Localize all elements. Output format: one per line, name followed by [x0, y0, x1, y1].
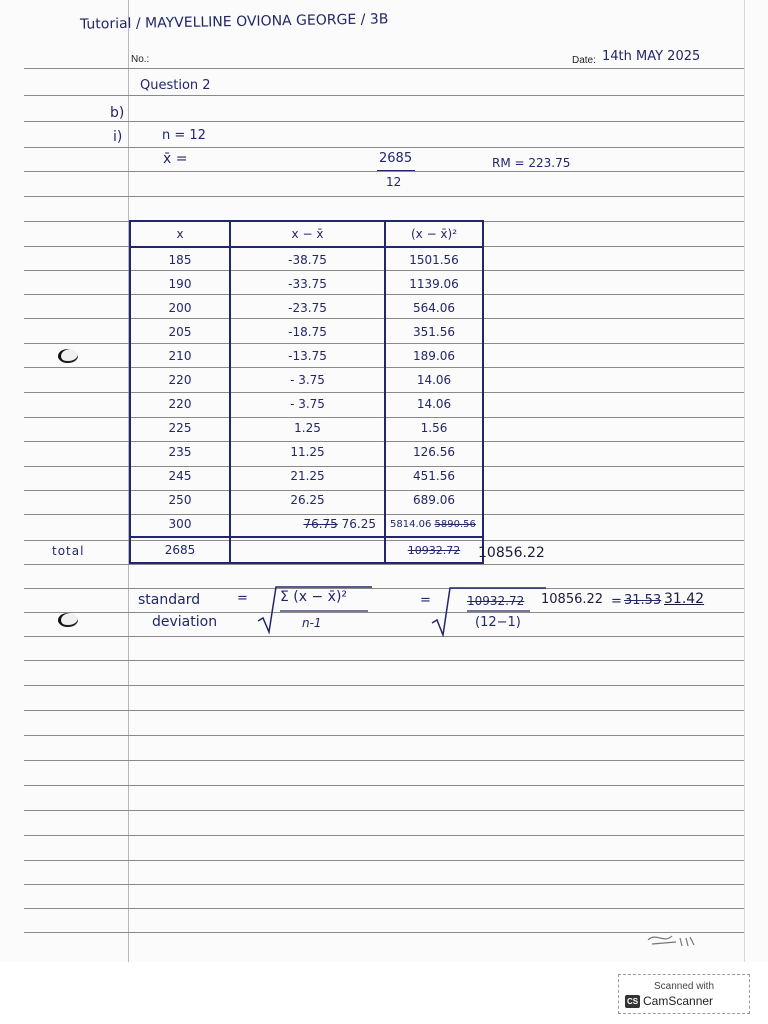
margin-line-edge	[744, 0, 745, 962]
cell-squared: 1501.56	[409, 253, 459, 267]
table-row	[130, 368, 483, 392]
rule-line	[24, 121, 744, 122]
cell-x: 205	[130, 320, 230, 344]
table-row	[130, 392, 483, 416]
total-x: 2685	[130, 537, 230, 563]
cell-x: 235	[130, 440, 230, 464]
page-title: Tutorial / MAYVELLINE OVIONA GEORGE / 3B	[79, 11, 389, 33]
std-result: 31.42	[664, 591, 705, 607]
std-formula-denominator: n-1	[302, 616, 322, 630]
scribble-mark	[646, 928, 698, 952]
rule-line	[24, 196, 744, 197]
std-equals: =	[237, 591, 248, 606]
question-heading: Question 2	[140, 78, 211, 93]
cell-squared: 189.06	[413, 349, 455, 363]
std-label-line1: standard	[138, 592, 201, 608]
rule-line	[24, 908, 744, 909]
table-row	[130, 416, 483, 440]
date-label: Date:	[572, 55, 596, 66]
cell-squared: 451.56	[413, 469, 455, 483]
table-row	[130, 272, 483, 296]
std-crossed-result: 31.53	[624, 593, 662, 608]
table-row	[130, 440, 483, 464]
crossed-out-deviation: 76.75	[303, 517, 338, 531]
corrected-total: 10856.22	[478, 545, 545, 561]
binder-hole	[58, 349, 78, 363]
cell-x: 210	[130, 344, 230, 368]
mean-lhs: x̄ =	[163, 151, 188, 167]
rule-line	[24, 95, 744, 96]
cell-squared: 351.56	[413, 325, 455, 339]
cell-deviation: -33.75	[230, 272, 385, 296]
std-formula-numerator: Σ (x − x̄)²	[280, 589, 348, 605]
cell-deviation: - 3.75	[230, 392, 385, 416]
scanner-watermark	[618, 974, 750, 1014]
cell-x: 250	[130, 488, 230, 512]
std-equals-third: =	[611, 594, 622, 609]
rule-line	[24, 810, 744, 811]
header-squared-deviation: (x − x̄)²	[410, 227, 458, 241]
table-row-last	[130, 512, 483, 537]
table-row	[130, 296, 483, 320]
table-row	[130, 464, 483, 488]
part-b-label: b)	[110, 105, 125, 121]
cell-deviation: -38.75	[230, 247, 385, 272]
rule-line	[24, 785, 744, 786]
std-denominator: (12−1)	[475, 615, 521, 630]
cell-x: 245	[130, 464, 230, 488]
crossed-out-squared: 5890.56	[434, 518, 476, 530]
cell-x: 220	[130, 392, 230, 416]
rule-line	[24, 588, 744, 589]
mean-numerator: 2685	[379, 151, 413, 166]
cell-squared: 126.56	[413, 445, 455, 459]
cell-deviation: 21.25	[230, 464, 385, 488]
mean-result: RM = 223.75	[492, 156, 571, 170]
total-label: total	[52, 544, 85, 558]
cell-deviation: 1.25	[230, 416, 385, 440]
rule-line	[24, 710, 744, 711]
cell-deviation: 26.25	[230, 488, 385, 512]
fraction-bar	[377, 170, 415, 171]
std-crossed-numerator: 10932.72	[467, 594, 525, 608]
rule-line	[24, 884, 744, 885]
rule-line	[24, 636, 744, 637]
cell-deviation: -18.75	[230, 320, 385, 344]
table-header-row	[130, 221, 483, 247]
crossed-out-total: 10932.72	[407, 543, 461, 557]
cell-x: 225	[130, 416, 230, 440]
rule-line	[24, 860, 744, 861]
rule-line	[24, 68, 744, 69]
table-row	[130, 320, 483, 344]
header-x: x	[130, 221, 230, 247]
cell-squared	[385, 512, 483, 537]
cell-deviation	[230, 512, 385, 537]
rule-line	[24, 147, 744, 148]
std-numerator: 10856.22	[541, 592, 604, 607]
corrected-squared: 5814.06	[390, 518, 432, 530]
cell-squared: 14.06	[416, 373, 452, 387]
corrected-deviation: 76.25	[341, 517, 376, 531]
cell-x: 300	[130, 512, 230, 537]
cell-deviation: 11.25	[230, 440, 385, 464]
cell-x: 220	[130, 368, 230, 392]
cell-squared: 14.06	[416, 397, 452, 411]
cell-squared: 689.06	[413, 493, 455, 507]
total-deviation	[230, 537, 385, 563]
date-value: 14th MAY 2025	[602, 49, 701, 64]
rule-line	[24, 564, 744, 565]
camscanner-logo-icon: CS	[626, 997, 639, 1006]
table-row	[130, 247, 483, 272]
rule-line	[24, 735, 744, 736]
table-row	[130, 488, 483, 512]
cell-deviation: -23.75	[230, 296, 385, 320]
watermark-brand: CamScanner	[643, 994, 714, 1008]
cell-deviation: -13.75	[230, 344, 385, 368]
total-squared	[385, 537, 483, 563]
header-deviation: x − x̄	[230, 221, 385, 247]
rule-line	[24, 760, 744, 761]
binder-hole	[58, 613, 78, 627]
sample-size: n = 12	[162, 128, 206, 143]
cell-x: 190	[130, 272, 230, 296]
rule-line	[24, 660, 744, 661]
cell-squared: 1.56	[420, 421, 448, 435]
no-label: No.:	[131, 54, 150, 65]
rule-line	[24, 685, 744, 686]
cell-squared: 1139.06	[409, 277, 459, 291]
std-equals-second: =	[420, 593, 431, 608]
rule-line	[24, 612, 744, 613]
mean-denominator: 12	[386, 175, 402, 189]
part-i-label: i)	[113, 129, 123, 145]
table-total-row	[130, 537, 483, 563]
rule-line	[24, 932, 744, 933]
std-label-line2: deviation	[152, 614, 218, 630]
cell-deviation: - 3.75	[230, 368, 385, 392]
rule-line	[24, 835, 744, 836]
cell-x: 200	[130, 296, 230, 320]
cell-x: 185	[130, 247, 230, 272]
cell-squared: 564.06	[413, 301, 455, 315]
table-row	[130, 344, 483, 368]
watermark-caption: Scanned with	[653, 981, 715, 992]
deviation-table	[129, 220, 484, 564]
rule-line	[24, 171, 744, 172]
